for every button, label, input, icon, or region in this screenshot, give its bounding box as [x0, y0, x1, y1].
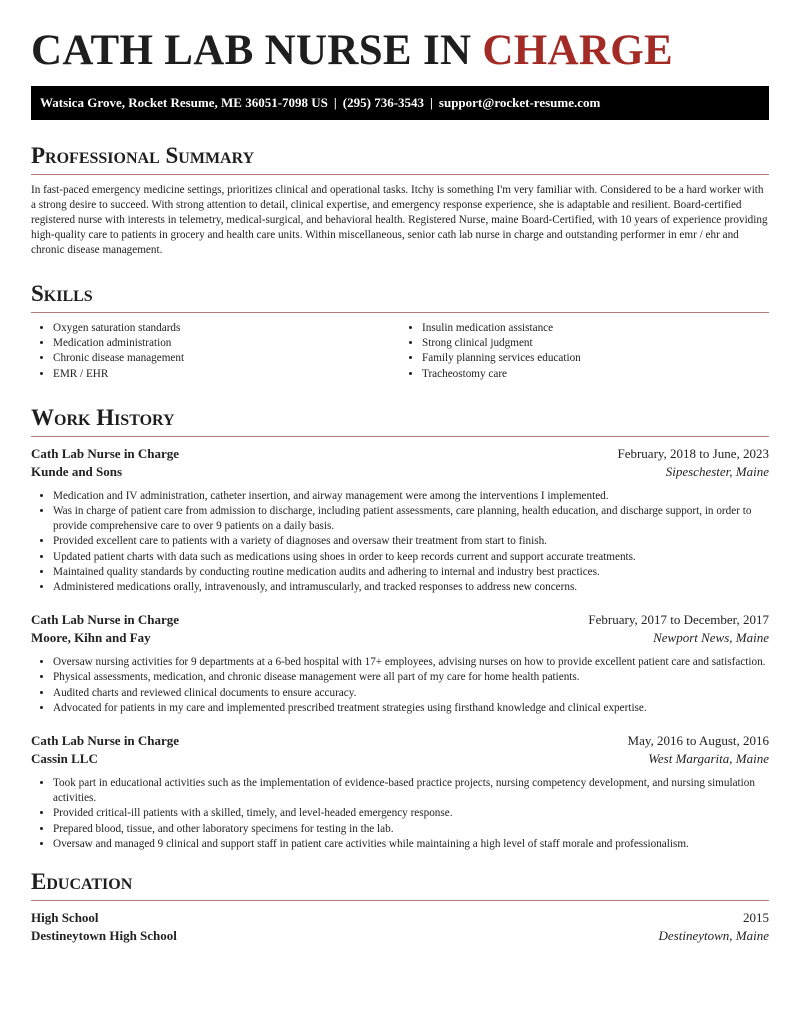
address: Watsica Grove, Rocket Resume, ME 36051-7098 US — [40, 95, 328, 110]
job-subheader — [31, 629, 769, 647]
job-bullet: • Oversaw and managed 9 clinical and support staff in patient care activities while maintaining a high level of staff morale and professionalism. — [53, 837, 769, 852]
job-title: Cath Lab Nurse in Charge — [31, 733, 180, 749]
job-location: Sipeschester, Maine — [665, 463, 769, 479]
skill-item: • Insulin medication assistance — [422, 321, 769, 336]
job-subheader — [31, 750, 769, 768]
job-bullets — [31, 489, 769, 595]
job-entry — [31, 445, 769, 595]
education-year: 2015 — [743, 910, 769, 926]
education-heading: Education — [31, 868, 769, 901]
contact-bar — [31, 86, 769, 120]
title-accent: CHARGE — [482, 27, 673, 74]
job-bullet: • Took part in educational activities such as the implementation of evidence-based practice projects, nursing competency development, and nursing simulation activities. — [53, 776, 769, 806]
job-bullet: • Provided excellent care to patients with a variety of diagnoses and oversaw their treatment from start to finish. — [53, 534, 769, 549]
job-bullet: • Audited charts and reviewed clinical documents to ensure accuracy. — [53, 686, 769, 701]
job-entry — [31, 611, 769, 716]
job-bullet: • Maintained quality standards by conducting routine medication audits and adhering to internal and industry best practices. — [53, 565, 769, 580]
job-dates: February, 2018 to June, 2023 — [617, 445, 769, 461]
company: Kunde and Sons — [31, 463, 123, 479]
skills-list — [31, 321, 769, 382]
job-header — [31, 445, 769, 463]
job-title: Cath Lab Nurse in Charge — [31, 612, 180, 628]
email: support@rocket-resume.com — [438, 95, 601, 110]
job-bullet: • Advocated for patients in my care and implemented prescribed treatment strategies using firsthand knowledge and clinical expertise. — [53, 701, 769, 716]
job-location: West Margarita, Maine — [648, 751, 769, 767]
job-dates: May, 2016 to August, 2016 — [627, 733, 769, 749]
job-location: Newport News, Maine — [653, 630, 769, 646]
job-bullet: • Physical assessments, medication, and chronic disease management were all part of my care for home health patients. — [53, 670, 769, 685]
job-subheader — [31, 463, 769, 481]
job-bullet: • Prepared blood, tissue, and other laboratory specimens for testing in the lab. — [53, 822, 769, 837]
separator: | — [333, 95, 337, 110]
company: Cassin LLC — [31, 751, 98, 767]
job-bullet: • Provided critical-ill patients with a skilled, timely, and level-headed emergency response. — [53, 806, 769, 821]
job-bullets — [31, 776, 769, 852]
separator: | — [430, 95, 433, 110]
company: Moore, Kihn and Fay — [31, 630, 151, 646]
resume-title — [31, 28, 769, 74]
job-header — [31, 732, 769, 750]
phone: (295) 736-3543 — [342, 95, 425, 110]
work-history — [31, 445, 769, 852]
skill-item: • Medication administration — [53, 336, 400, 351]
skill-item: • Tracheostomy care — [422, 367, 769, 382]
skill-item: • Family planning services education — [422, 351, 769, 366]
skill-item: • Strong clinical judgment — [422, 336, 769, 351]
job-bullet: • Medication and IV administration, catheter insertion, and airway management were among the interventions I implemented. — [53, 489, 769, 504]
school: Destineytown High School — [31, 928, 177, 944]
degree: High School — [31, 910, 99, 926]
job-title: Cath Lab Nurse in Charge — [31, 445, 180, 461]
skill-item: • Chronic disease management — [53, 351, 400, 366]
job-bullet: • Oversaw nursing activities for 9 departments at a 6-bed hospital with 17+ employees, advising nurses on how to provide excellent patient care and satisfaction. — [53, 655, 769, 670]
job-entry — [31, 732, 769, 852]
summary-heading: Professional Summary — [31, 142, 769, 175]
skills-right-column — [400, 321, 769, 382]
job-bullets — [31, 655, 769, 716]
job-header — [31, 611, 769, 629]
job-bullet: • Was in charge of patient care from admission to discharge, including patient assessments, care planning, health education, and discharge support, in order to provide comprehensive care to over 9 patients on a daily basis. — [53, 504, 769, 534]
summary-text: In fast-paced emergency medicine settings, prioritizes clinical and operational tasks. Itchy is something I'm very familiar with. Considered to be a hard worker with a strong desire to succeed. With strong attention to detail, clinical expertise, and emergency response experience, she is adaptable and resilient. Board-certified registered nurse with interests in telemetry, medical-surgical, and behavioral health. Registered Nurse, maine Board-Certified, with 10 years of experience providing high-quality care to patients in grocery and health care units. Within miscellaneous, senior cath lab nurse in charge and outstanding performer in emr / ehr and chronic disease management. — [31, 184, 768, 256]
work-history-heading: Work History — [31, 404, 769, 437]
school-location: Destineytown, Maine — [658, 928, 769, 944]
skills-heading: Skills — [31, 280, 769, 313]
job-bullet: • Administered medications orally, intravenously, and intramuscularly, and tracked responses to address new concerns. — [53, 580, 769, 595]
skill-item: • Oxygen saturation standards — [53, 321, 400, 336]
title-main: CATH LAB NURSE IN — [31, 27, 472, 74]
skills-left-column — [31, 321, 400, 382]
education-entry — [31, 909, 769, 945]
job-dates: February, 2017 to December, 2017 — [588, 612, 769, 628]
skill-item: • EMR / EHR — [53, 367, 400, 382]
job-bullet: • Updated patient charts with data such as medications using shoes in order to keep records current and support accurate treatments. — [53, 550, 769, 565]
